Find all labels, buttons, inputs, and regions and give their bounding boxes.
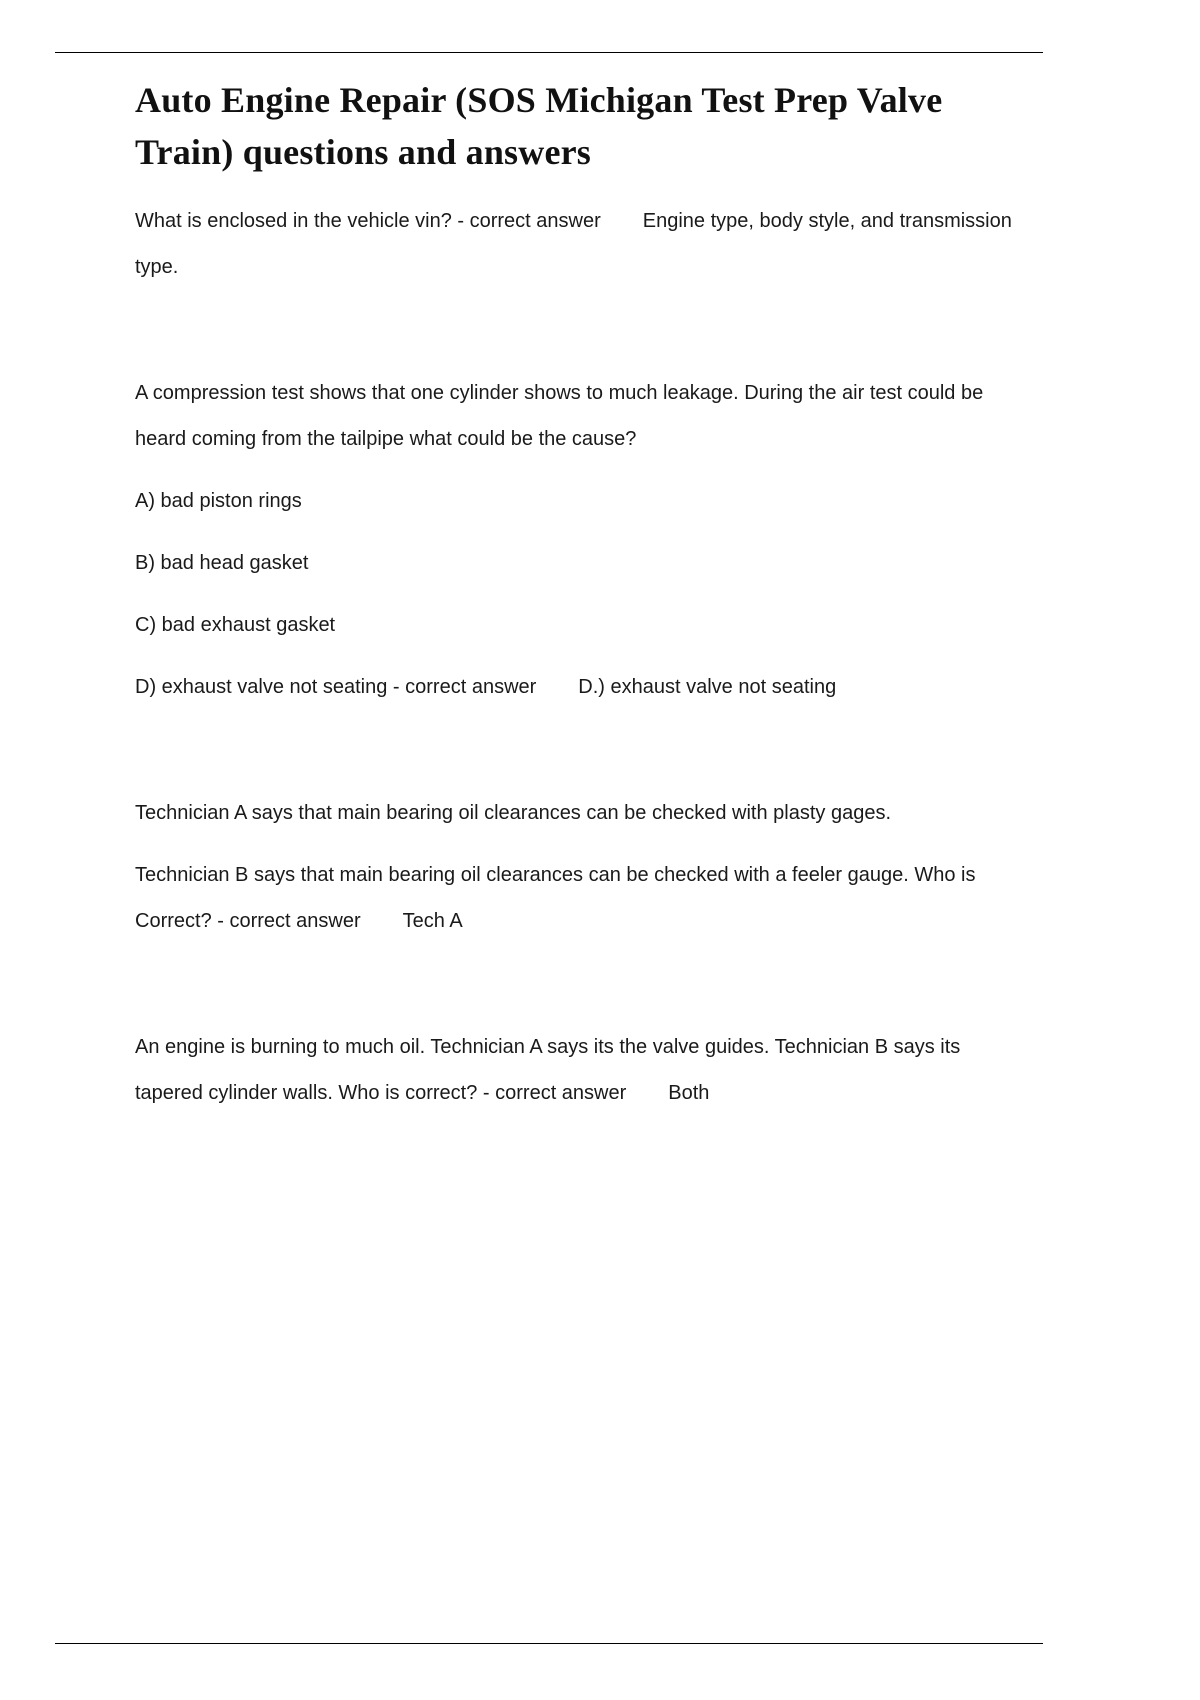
bottom-rule	[55, 1643, 1043, 1644]
qa-item-option-d	[135, 664, 1015, 710]
question-text: What is enclosed in the vehicle vin? - correct answer	[135, 210, 601, 232]
qa-item-technician-b	[135, 852, 1015, 944]
paragraph-technician-a: Technician A says that main bearing oil clearances can be checked with plasty gages.	[135, 802, 891, 824]
answer-text: Both	[668, 1082, 710, 1104]
answer-text: Engine type, body style, and transmission type.	[135, 210, 1012, 278]
answer-text: D.) exhaust valve not seating	[578, 676, 837, 698]
question-text: Technician B says that main bearing oil clearances can be checked with a feeler gauge. Who is Correct? - correct answer	[135, 864, 976, 932]
top-rule	[55, 52, 1043, 53]
answer-option-c: C) bad exhaust gasket	[135, 614, 336, 636]
qa-item-burning-oil	[135, 1024, 1015, 1116]
answer-option-a: A) bad piston rings	[135, 490, 302, 512]
qa-item-vin	[135, 198, 1015, 290]
document-content	[135, 60, 1015, 1132]
answer-option-b: B) bad head gasket	[135, 552, 309, 574]
question-text: D) exhaust valve not seating - correct answer	[135, 676, 537, 698]
answer-text: Tech A	[402, 910, 463, 932]
page-title: Auto Engine Repair (SOS Michigan Test Prep Valve Train) questions and answers	[135, 80, 943, 172]
question-paragraph-compression: A compression test shows that one cylinder shows to much leakage. During the air test could be heard coming from the tailpipe what could be the cause?	[135, 382, 984, 450]
question-text: An engine is burning to much oil. Technician A says its the valve guides. Technician B says its tapered cylinder walls. Who is correct? - correct answer	[135, 1036, 961, 1104]
